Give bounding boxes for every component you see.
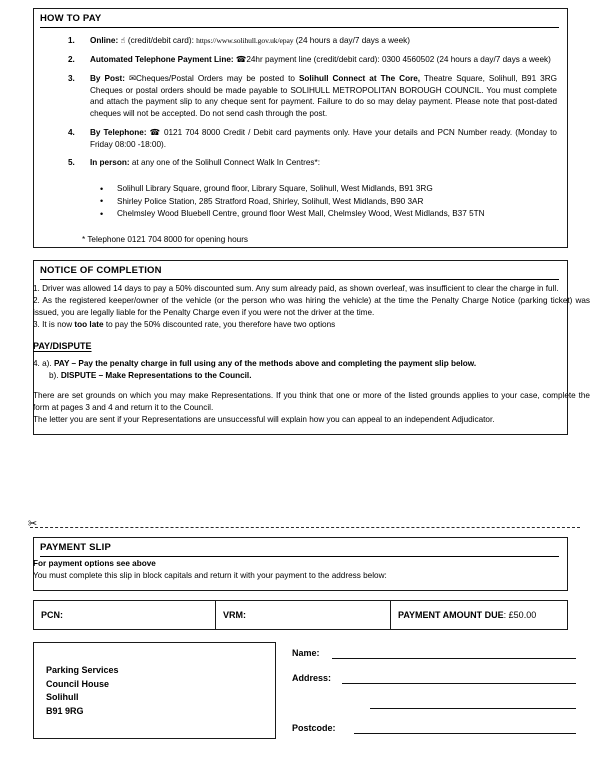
option-a-text: PAY – Pay the penalty charge in full using any of the methods above and completing the payment slip below. — [53, 359, 477, 368]
item-number: 1. — [68, 36, 75, 45]
payment-method-in-person — [62, 157, 557, 169]
how-to-pay-list — [62, 35, 557, 176]
postcode-write-line[interactable] — [354, 733, 576, 734]
pcn-field[interactable] — [34, 601, 216, 629]
name-label: Name: — [292, 648, 320, 658]
payer-details-fields — [292, 648, 582, 748]
address-field-continued[interactable] — [292, 698, 582, 723]
payment-amount-due-field — [391, 601, 567, 629]
name-write-line[interactable] — [332, 658, 576, 659]
list-item: • Solihull Library Square, ground floor, Library Square, Solihull, West Midlands, B91 3RG — [96, 183, 547, 196]
opening-hours-footnote: * Telephone 0121 704 8000 for opening hours — [82, 235, 249, 244]
payment-slip-instructions — [33, 558, 588, 582]
address-line: Parking Services — [46, 665, 119, 675]
telephone-icon: ☎ — [149, 126, 161, 137]
notice-p3-emphasis: too late — [74, 319, 104, 329]
scissors-icon: ✂ — [28, 517, 38, 530]
notice-p3-b: to pay the 50% discounted rate, you therefore have two options — [103, 319, 336, 329]
title-divider — [40, 556, 559, 557]
method-mid-text: 24hr payment line (credit/debit card): — [246, 54, 380, 64]
pay-dispute-body — [33, 358, 590, 425]
list-item: • Shirley Police Station, 285 Stratford Road, Shirley, Solihull, West Midlands, B90 3AR — [96, 196, 547, 209]
notice-paragraph-1: 1. Driver was allowed 14 days to pay a 50% discounted sum. Any sum already paid, as shown overleaf, was insufficient to clear the charge in full. — [33, 284, 559, 293]
block-capitals-note: You must complete this slip in block capitals and return it with your payment to the address below: — [33, 570, 387, 580]
telephone-icon: ☎ — [235, 53, 247, 64]
payment-amount-value: : £50.00 — [503, 610, 537, 620]
telephone-details: 0121 704 8000 Credit / Debit card payments only. Have your details and PCN Number ready. (Monday to Friday 08:00 -18:00). — [90, 127, 557, 149]
option-pay — [33, 358, 590, 370]
method-label: In person: — [90, 158, 130, 168]
notice-paragraph-3 — [33, 319, 590, 331]
return-address-box — [33, 642, 276, 739]
list-item: • Chelmsley Wood Bluebell Centre, ground floor West Mall, Chelmsley Wood, West Midlands, B37 5TN — [96, 208, 547, 221]
title-divider — [40, 27, 559, 28]
address-line: Council House — [46, 678, 110, 689]
payment-slip-fields-row — [33, 600, 568, 630]
post-office-name: Solihull Connect at The Core, — [298, 73, 421, 83]
option-dispute — [33, 370, 590, 382]
payment-slip-title: PAYMENT SLIP — [40, 542, 112, 553]
address-field[interactable] — [292, 673, 582, 698]
epay-url[interactable]: https://www.solihull.gov.uk/epay — [196, 36, 294, 45]
item-number: 2. — [68, 54, 75, 64]
option-b-text: DISPUTE – Make Representations to the Council. — [60, 370, 252, 380]
address-line: Solihull — [46, 692, 79, 703]
notice-of-completion-body — [33, 283, 590, 331]
pointing-hand-icon: ☝ — [120, 35, 126, 45]
title-divider — [40, 279, 559, 280]
method-label: Online: — [90, 36, 119, 45]
pcn-label: PCN: — [41, 610, 63, 620]
vrm-label: VRM: — [223, 610, 246, 620]
payment-method-online — [62, 35, 557, 47]
method-label: By Post: — [90, 73, 125, 83]
option-b-number: b). — [49, 370, 59, 380]
address-write-line-1[interactable] — [342, 683, 576, 684]
in-person-text: at any one of the Solihull Connect Walk In Centres*: — [129, 158, 320, 168]
name-field[interactable] — [292, 648, 582, 673]
payment-method-by-telephone — [62, 127, 557, 151]
address-write-line-2[interactable] — [370, 708, 576, 709]
envelope-icon: ✉ — [128, 72, 137, 83]
payment-amount-label: PAYMENT AMOUNT DUE — [398, 610, 504, 620]
notice-p3-a: 3. It is now — [33, 319, 75, 329]
post-text-c: Theatre Square, Solihull, B91 3RG Cheques or postal orders should be made payable to SOLIHULL METROPOLITAN BOROUGH COUNCIL. You must complete and attach the payment slip to any cheque sent for payment. Failure to do so may delay payment. Please note that post-dated cheques will not be accepted. Do not send cash through the post. — [90, 73, 557, 119]
option-a-number: 4. a). — [33, 359, 52, 368]
address-label: Address: — [292, 673, 332, 683]
post-text-a: Cheques/Postal Orders may be posted to — [136, 73, 299, 83]
notice-of-completion-title: NOTICE OF COMPLETION — [40, 265, 162, 276]
address-line: B91 9RG — [46, 706, 84, 717]
how-to-pay-title: HOW TO PAY — [40, 13, 102, 24]
method-label: By Telephone: — [90, 127, 147, 137]
method-mid-text: (credit/debit card): — [125, 36, 194, 45]
spacer — [33, 382, 590, 390]
payment-options-note: For payment options see above — [33, 559, 156, 568]
grounds-paragraph: There are set grounds on which you may make Representations. If you think that one or more of the listed grounds applies to your case, complete the form at pages 3 and 4 and return it to the Council. — [33, 390, 590, 412]
method-availability: (24 hours a day/7 days a week) — [295, 36, 410, 45]
pay-dispute-heading: PAY/DISPUTE — [33, 341, 92, 351]
vrm-field[interactable] — [216, 601, 391, 629]
cut-here-dashed-line — [30, 527, 580, 528]
payment-method-automated-phone — [62, 54, 557, 66]
notice-paragraph-2: 2. As the registered keeper/owner of the vehicle (or the person who was hiring the vehicle) at the time the Penalty Charge Notice (parking ticket) was issued, you are legally liable for the Penalty Charge even if you were not the driver at the time. — [33, 295, 590, 317]
walk-in-centres-list — [96, 183, 547, 221]
item-number: 3. — [68, 73, 75, 83]
how-to-pay-section — [33, 8, 568, 248]
postcode-field[interactable] — [292, 723, 582, 748]
return-address-lines — [46, 664, 119, 719]
item-number: 5. — [68, 158, 75, 168]
method-label: Automated Telephone Payment Line: — [90, 54, 234, 64]
postcode-label: Postcode: — [292, 723, 336, 733]
item-number: 4. — [68, 127, 75, 137]
appeal-paragraph: The letter you are sent if your Representations are unsuccessful will explain how you can appeal to an independent Adjudicator. — [33, 414, 495, 424]
automated-phone-number: 0300 4560502 — [381, 54, 435, 64]
payment-method-by-post — [62, 73, 557, 120]
method-availability: (24 hours a day/7 days a week) — [436, 54, 551, 64]
